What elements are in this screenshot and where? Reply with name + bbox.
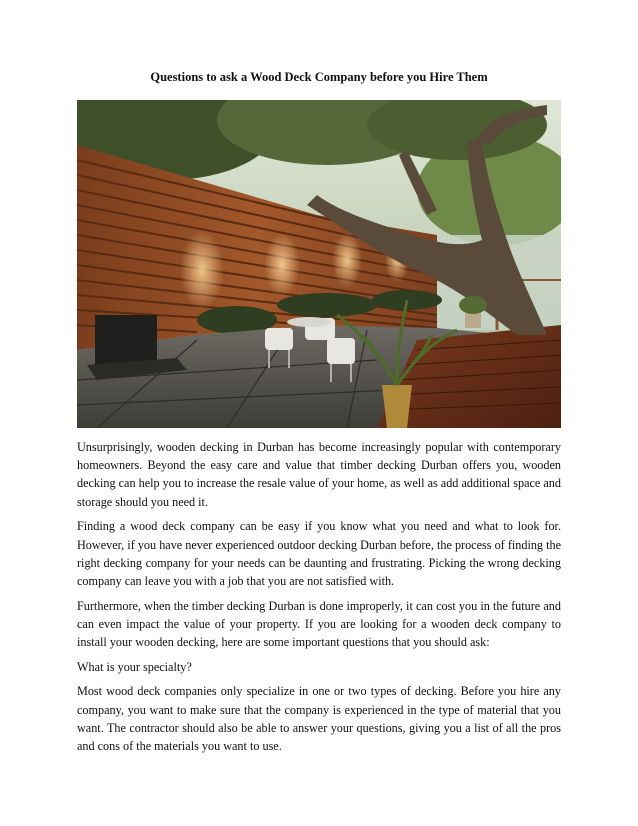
paragraph: Finding a wood deck company can be easy if you know what you need and what to look for. However, if you have never experienced outdoor decking Durban before, the process of finding the right decking company for your needs can be daunting and frustrating. Picking the wrong decking company can leave you with a job that you are not satisfied with. bbox=[77, 519, 561, 588]
paragraph: Most wood deck companies only specialize in one or two types of decking. Before you hire any company, you want to make sure that the company is experienced in the type of material that you want. The contractor should also be able to answer your questions, giving you a list of all the pros and cons of the materials you want to use. bbox=[77, 684, 561, 754]
paragraph: Unsurprisingly, wooden decking in Durban has become increasingly popular with contemporary homeowners. Beyond the easy care and value that timber decking Durban offers you, wooden decking can help you to increase the resale value of your home, as well as add additional space and storage should you need it. bbox=[77, 440, 561, 509]
paragraph: Furthermore, when the timber decking Durban is done improperly, it can cost you in the future and can even impact the value of your property. If you are looking for a wooden deck company to install your wooden decking, here are some important questions that you should ask: bbox=[77, 598, 561, 650]
deck-photo bbox=[77, 100, 561, 428]
document-title: Questions to ask a Wood Deck Company before you Hire Them bbox=[150, 70, 488, 84]
section-heading: What is your specialty? bbox=[77, 659, 192, 674]
body-text bbox=[77, 438, 561, 762]
